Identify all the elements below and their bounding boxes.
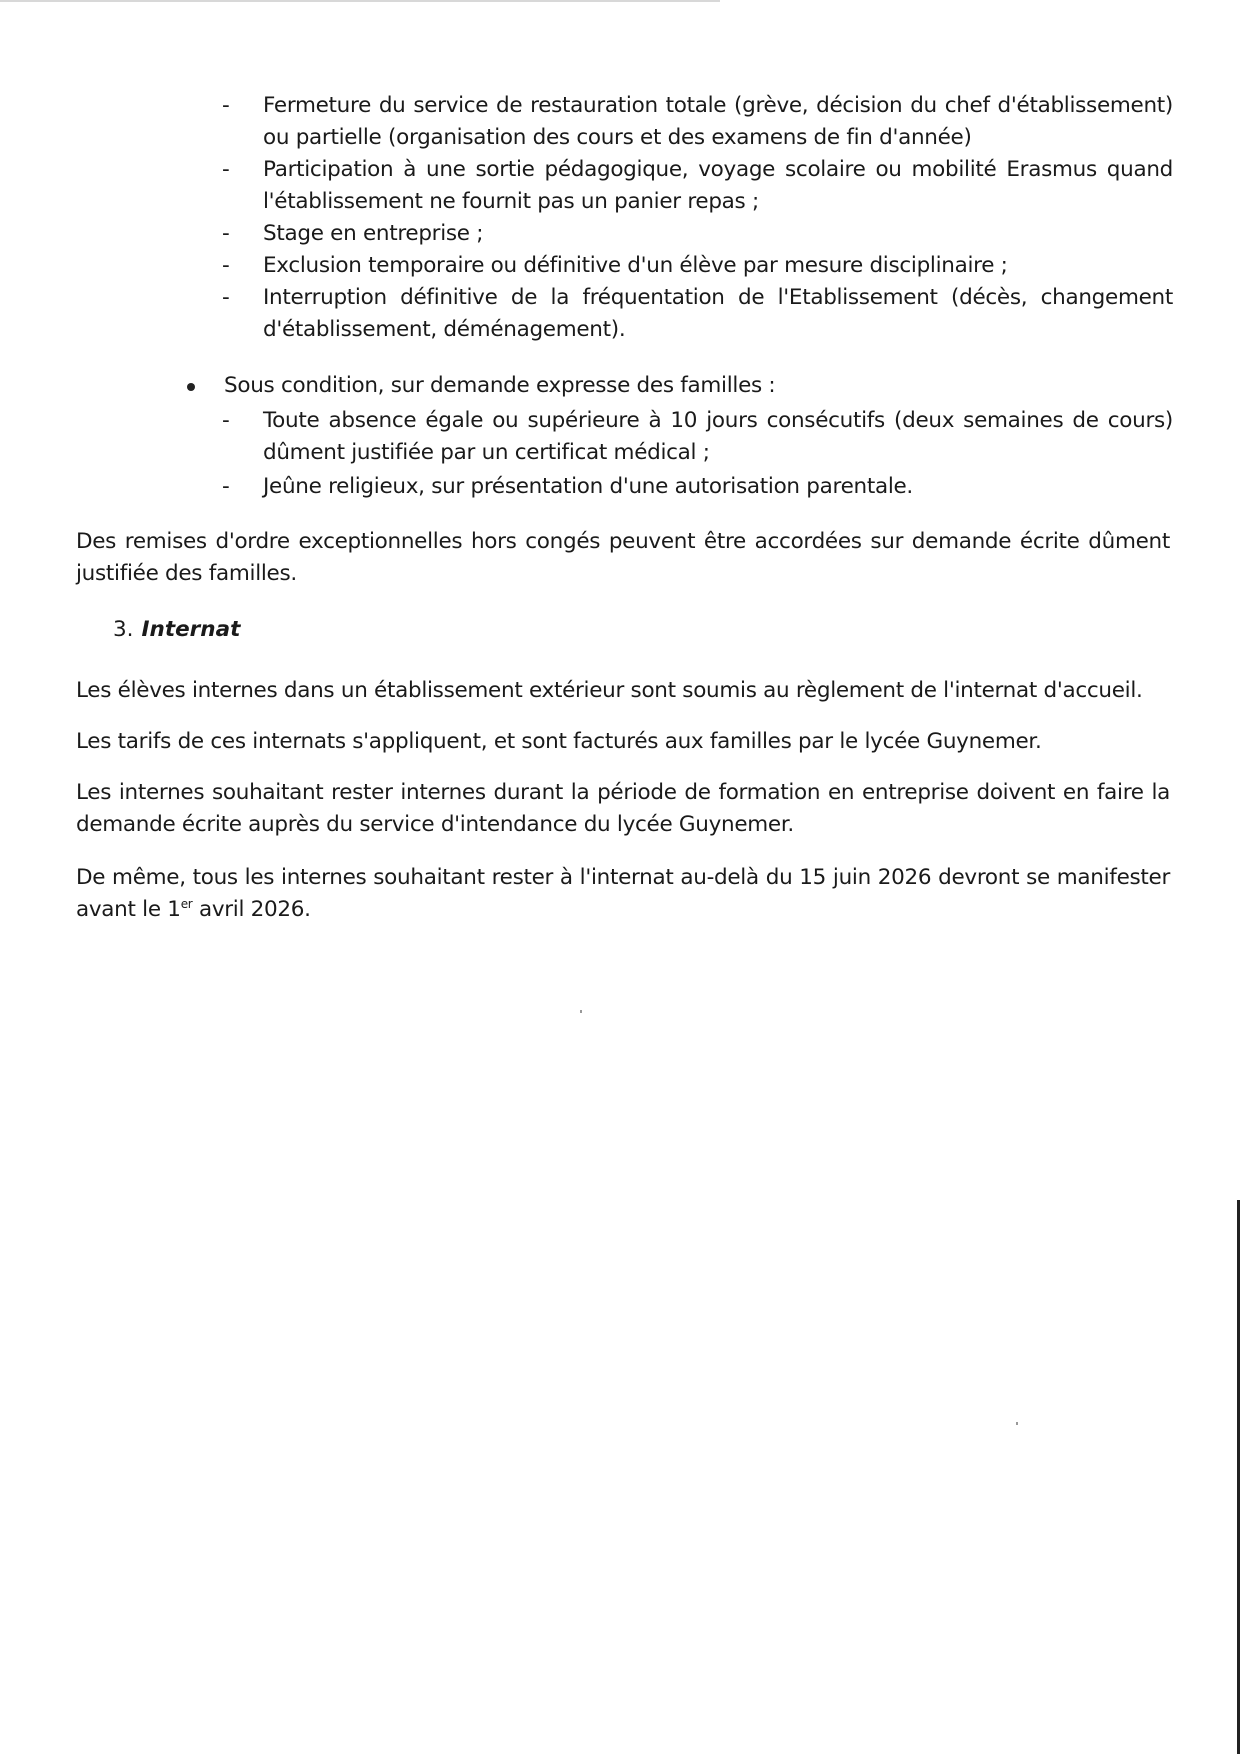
paragraph: Les tarifs de ces internats s'appliquent, et sont facturés aux familles par le lycée Guynemer.: [76, 729, 1042, 754]
scan-speck: [1016, 1422, 1018, 1425]
dash-marker: -: [222, 285, 230, 310]
remises-paragraph: Des remises d'ordre exceptionnelles hors congés peuvent être accordées sur demande écrite dûment justifiée des familles.: [76, 529, 1170, 586]
scan-top-edge: [0, 0, 720, 2]
list-item-text: Participation à une sortie pédagogique, voyage scolaire ou mobilité Erasmus quand l'établissement ne fournit pas un panier repas ;: [263, 157, 1173, 214]
dash-marker: -: [222, 157, 230, 182]
last-paragraph-end: avril 2026.: [192, 897, 311, 922]
section-number: 3.: [113, 617, 134, 642]
list-item-text: Jeûne religieux, sur présentation d'une autorisation parentale.: [263, 474, 913, 499]
dash-marker: -: [222, 474, 230, 499]
scan-speck: [580, 1010, 582, 1013]
paragraph: Les élèves internes dans un établissement extérieur sont soumis au règlement de l'internat d'accueil.: [76, 678, 1143, 703]
bullet-label: Sous condition, sur demande expresse des familles :: [224, 373, 776, 398]
bullet-dot: [187, 383, 195, 391]
section-heading: [113, 614, 240, 646]
list-item-text: Toute absence égale ou supérieure à 10 jours consécutifs (deux semaines de cours) dûment justifiée par un certificat médical ;: [263, 408, 1173, 465]
list-item-text: Interruption définitive de la fréquentation de l'Etablissement (décès, changement d'établissement, déménagement).: [263, 285, 1173, 342]
section-title: Internat: [141, 617, 241, 642]
paragraph: Les internes souhaitant rester internes durant la période de formation en entreprise doivent en faire la demande écrite auprès du service d'intendance du lycée Guynemer.: [76, 780, 1170, 837]
last-paragraph-text: De même, tous les internes souhaitant rester à l'internat au-delà du 15 juin 2026 devront se manifester avant le 1: [76, 865, 1170, 922]
list-item-text: Exclusion temporaire ou définitive d'un élève par mesure disciplinaire ;: [263, 253, 1008, 278]
dash-marker: -: [222, 253, 230, 278]
ordinal-superscript: er: [180, 896, 193, 911]
dash-marker: -: [222, 93, 230, 118]
dash-marker: -: [222, 408, 230, 433]
list-item-text: Fermeture du service de restauration totale (grève, décision du chef d'établissement) ou partielle (organisation des cours et des examens de fin d'année): [263, 93, 1173, 150]
list-item-text: Stage en entreprise ;: [263, 221, 484, 246]
dash-marker: -: [222, 221, 230, 246]
last-paragraph: [76, 862, 1170, 926]
